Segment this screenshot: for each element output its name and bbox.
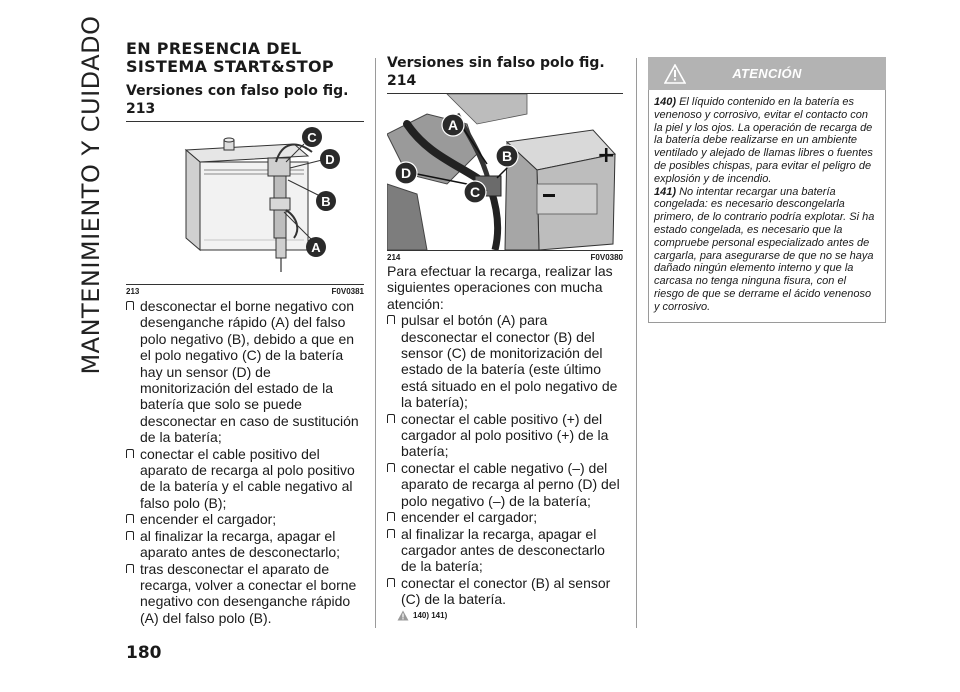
svg-text:D: D <box>325 152 335 167</box>
section-heading: EN PRESENCIA DEL SISTEMA START&STOP <box>126 39 334 76</box>
bullet-icon <box>387 315 395 324</box>
figure-214 <box>387 94 623 251</box>
middle-bullet-list <box>387 312 623 607</box>
left-bullet-list <box>126 298 364 626</box>
bullet-icon <box>387 512 395 521</box>
middle-column <box>387 54 623 621</box>
svg-text:B: B <box>321 194 331 209</box>
figure-213-caption <box>126 287 364 296</box>
side-section-title: MANTENIMIENTO Y CUIDADO <box>77 15 105 375</box>
figure-label-b <box>496 145 518 167</box>
svg-text:A: A <box>447 117 459 133</box>
column-divider-1 <box>375 58 376 628</box>
figure-label-d <box>320 149 340 169</box>
svg-text:C: C <box>469 184 481 200</box>
bullet-icon <box>387 463 395 472</box>
left-subheading: Versiones con falso polo fig. 213 <box>126 83 349 117</box>
bullet-icon <box>387 578 395 587</box>
bullet-icon <box>126 449 134 458</box>
warning-title: ATENCIÓN <box>732 66 802 81</box>
middle-subheading: Versiones sin falso polo fig. 214 <box>387 55 605 89</box>
list-item: desconectar el borne negativo con desenganche rápido (A) del falso polo negativo (B), debido a que en el polo negativo (C) de la batería hay un sensor (D) de monitorización del estado de la batería que solo se puede desconectar en caso de sustitución de la batería; <box>126 298 364 446</box>
figure-label-c <box>464 181 486 203</box>
page-number: 180 <box>126 643 162 663</box>
plus-sign: + <box>597 143 616 168</box>
battery-photo-214 <box>387 94 623 250</box>
svg-text:D: D <box>400 165 412 181</box>
warning-header <box>648 57 886 90</box>
warning-references: 140) 141) <box>387 610 623 621</box>
bullet-icon <box>126 301 134 310</box>
bullet-icon <box>387 414 395 423</box>
left-column <box>126 40 364 626</box>
list-item: encender el cargador; <box>126 511 364 527</box>
list-item: conectar el conector (B) al sensor (C) de la batería. <box>387 575 623 608</box>
warning-body <box>648 90 886 323</box>
figure-label-d <box>395 162 417 184</box>
figure-code: F0V0380 <box>590 253 623 262</box>
list-item: al finalizar la recarga, apagar el cargador antes de desconectarlo de la batería; <box>387 526 623 575</box>
svg-text:C: C <box>307 130 317 145</box>
bullet-icon <box>387 529 395 538</box>
warning-item: 140) El líquido contenido en la batería es venenoso y corrosivo, evitar el contacto con la piel y los ojos. La operación de recarga de la batería debe realizarse en un ambiente ventilado y alejado de llamas libres o fuentes de posibles chispas, para evitar el peligro de explosión y de incendio. <box>654 96 873 185</box>
battery-illustration-213 <box>126 122 364 284</box>
minus-sign <box>543 194 555 197</box>
list-item: encender el cargador; <box>387 509 623 525</box>
bullet-icon <box>126 514 134 523</box>
svg-text:B: B <box>501 148 513 164</box>
column-divider-2 <box>636 58 637 628</box>
svg-text:A: A <box>311 240 321 255</box>
figure-213 <box>126 122 364 285</box>
figure-number: 213 <box>126 287 140 296</box>
figure-label-b <box>316 191 336 211</box>
warning-triangle-icon <box>397 610 409 621</box>
figure-code: F0V0381 <box>331 287 364 296</box>
figure-214-caption <box>387 253 623 262</box>
intro-paragraph: Para efectuar la recarga, realizar las siguientes operaciones con mucha atención: <box>387 263 613 312</box>
figure-label-a <box>442 114 464 136</box>
list-item: conectar el cable negativo (–) del aparato de recarga al perno (D) del polo negativo (–) de la batería; <box>387 460 623 509</box>
list-item: al finalizar la recarga, apagar el aparato antes de desconectarlo; <box>126 528 364 561</box>
figure-label-c <box>302 127 322 147</box>
list-item: conectar el cable positivo del aparato de recarga al polo positivo de la batería y el cable negativo al falso polo (B); <box>126 446 364 512</box>
bullet-icon <box>126 564 134 573</box>
figure-label-a <box>306 237 326 257</box>
warning-box <box>648 57 886 323</box>
list-item: pulsar el botón (A) para desconectar el conector (B) del sensor (C) de monitorización del estado de la batería (este último está situado en el polo negativo de la batería); <box>387 312 623 410</box>
warning-item: 141) No intentar recargar una batería congelada: es necesario descongelarla primero, de lo contrario podría explotar. Si ha estado congelada, es necesario que la compruebe personal especializado antes de cargarla, para asegurarse de que no se haya dañado ningún elemento interno y que la carcasa no tenga ninguna fisura, con el riesgo de que se derrame el ácido venenoso y corrosivo. <box>654 185 875 313</box>
bullet-icon <box>126 531 134 540</box>
figure-number: 214 <box>387 253 401 262</box>
list-item: conectar el cable positivo (+) del cargador al polo positivo (+) de la batería; <box>387 411 623 460</box>
list-item: tras desconectar el aparato de recarga, volver a conectar el borne negativo con desenganche rápido (A) del falso polo (B). <box>126 561 364 627</box>
